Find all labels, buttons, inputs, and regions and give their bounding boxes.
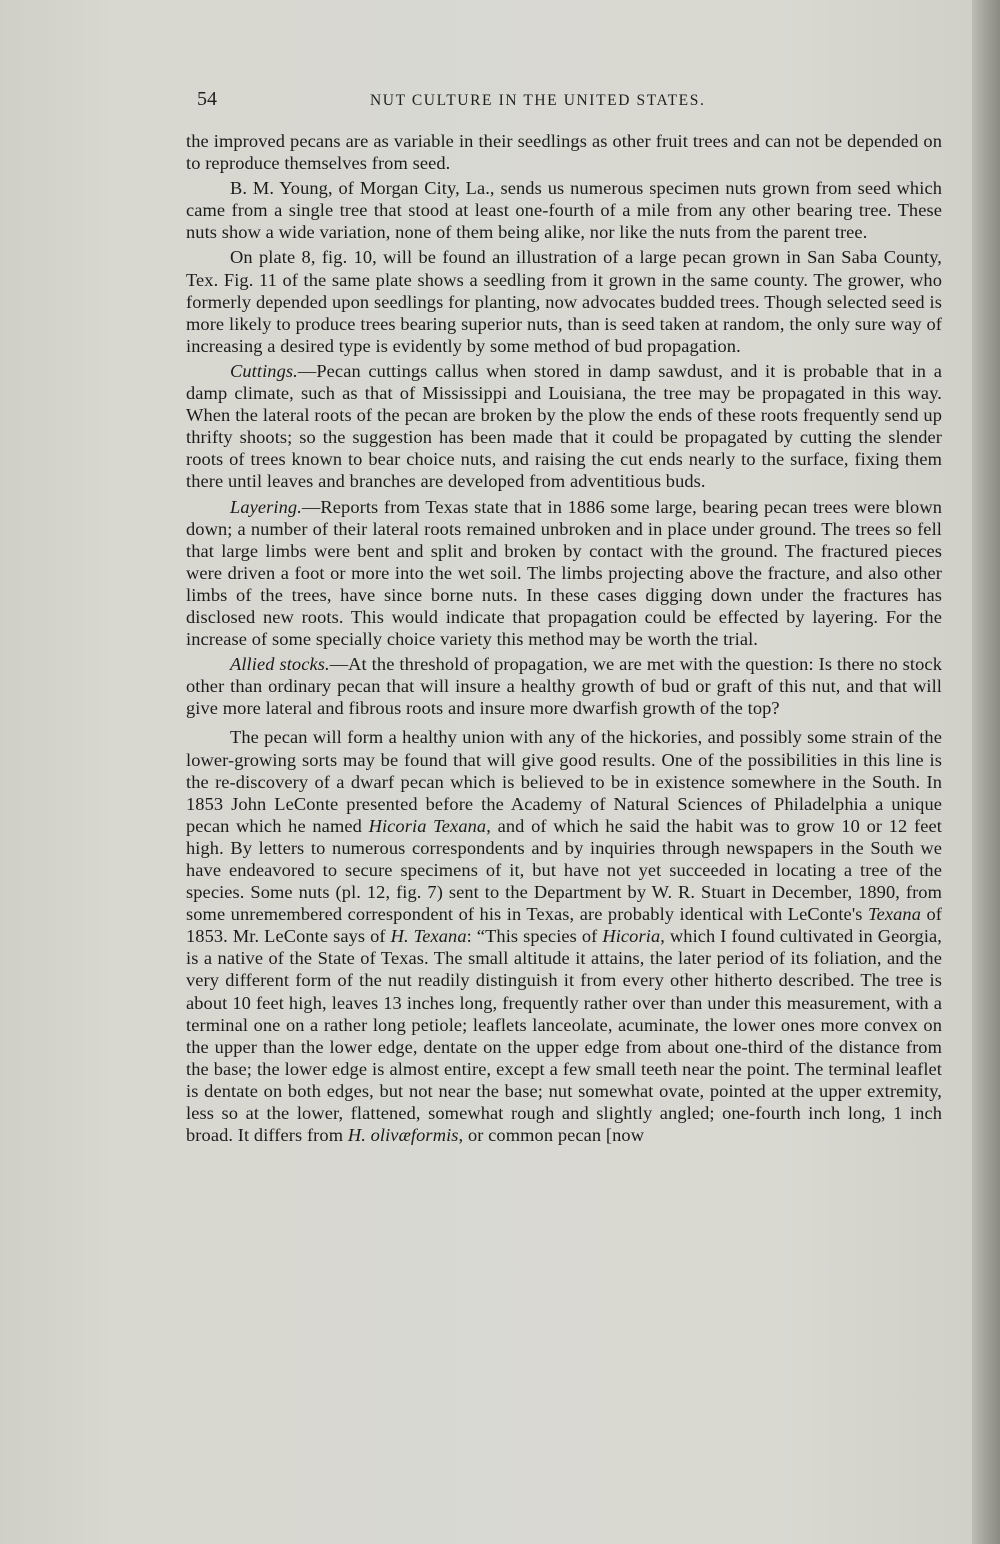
species-name: Texana <box>867 904 922 925</box>
species-name: Hicoria Texana <box>368 815 487 836</box>
page-number: 54 <box>197 88 217 110</box>
section-lead: Cuttings. <box>230 360 298 381</box>
running-head <box>197 88 942 116</box>
page-edge-shadow <box>972 0 1000 1544</box>
paragraph-text: B. M. Young, of Morgan City, La., sends us numerous specimen nuts grown from seed which came from a single tree that stood at least one-fourth of a mile from any other bearing tree. These nuts show a wide variation, none of them being alike, nor like the nuts from the parent tree. <box>186 178 942 243</box>
paragraph-text: , and of which he said the habit was to grow 10 or 12 feet high. By letters to numerous correspondents and by inquiries through newspapers in the South we have endeavored to secure specimens of it, but have not yet succeeded in locating a tree of the species. Some nuts (pl. 12, fig. 7) sent to the Department by W. R. Stuart in December, 1890, from some unremembered correspondent of his in Texas, are probably identical with LeConte's <box>186 815 942 925</box>
paragraph <box>186 177 942 243</box>
species-name: Hicoria <box>602 926 661 947</box>
paragraph <box>186 246 942 356</box>
body-text <box>186 130 942 1149</box>
paragraph-text: : “This species of <box>466 926 603 947</box>
paragraph-text: The pecan will form a healthy union with any of the hickories, and possibly some strain of the lower-growing sorts may be found that will give good results. One of the possibilities in this line is the re-discovery of a dwarf pecan which is believed to be in existence somewhere in the South. In 1853 John LeConte presented before the Academy of Natural Sciences of Philadelphia a unique pecan which he named <box>186 727 942 836</box>
paragraph-text: , which I found cultivated in Georgia, is a native of the State of Texas. The small altitude it attains, the later period of its foliation, and the very different form of the nut readily distinguish it from every other hitherto described. The tree is about 10 feet high, leaves 13 inches long, frequently rather over than under this measurement, with a terminal one on a rather long petiole; leaflets lanceolate, acuminate, the lower ones more convex on the upper than the lower edge, dentate on the upper edge from about one-third of the distance from the base; the lower edge is almost entire, except a few small teeth near the point. The terminal leaflet is dentate on both edges, but not near the base; nut somewhat ovate, pointed at the upper extremity, less so at the lower, flattened, somewhat rough and slightly angled; one-fourth inch long, 1 inch broad. It differs from <box>186 926 942 1146</box>
paragraph-text: , or common pecan [now <box>458 1125 645 1146</box>
section-lead: Allied stocks. <box>230 654 330 675</box>
paragraph-cuttings <box>186 360 942 493</box>
paragraph-text: the improved pecans are as variable in their seedlings as other fruit trees and can not be depended on to reproduce themselves from seed. <box>186 131 942 174</box>
paragraph <box>186 130 942 174</box>
paragraph-text: —Reports from Texas state that in 1886 some large, bearing pecan trees were blown down; a number of their lateral roots remained unbroken and in place under ground. The trees so fell that large limbs were bent and split and broken by contact with the ground. The fractured pieces were driven a foot or more into the wet soil. The limbs projecting above the fracture, and also other limbs of the trees, have since borne nuts. In these cases digging down under the fractures has disclosed new roots. This would indicate that propagation could be effected by layering. For the increase of some specially choice variety this method may be worth the trial. <box>186 496 942 650</box>
species-name: H. Texana <box>390 926 467 947</box>
species-name: H. olivæformis <box>347 1125 459 1146</box>
paragraph-text: of 1853. Mr. LeConte says of <box>186 904 942 947</box>
paragraph-text: —At the threshold of propagation, we are met with the question: Is there no stock other than ordinary pecan that will insure a healthy growth of bud or graft of this nut, and that will give more lateral and fibrous roots and insure more dwarfish growth of the top? <box>186 654 942 719</box>
paragraph-text: On plate 8, fig. 10, will be found an illustration of a large pecan grown in San Saba County, Tex. Fig. 11 of the same plate shows a seedling from it grown in the same county. The grower, who formerly depended upon seedlings for planting, now advocates budded trees. Though selected seed is more likely to produce trees bearing superior nuts, than is seed taken at random, the only sure way of increasing a desired type is evidently by some method of bud propagation. <box>186 247 942 356</box>
paragraph-allied-stocks <box>186 653 942 719</box>
paragraph-layering <box>186 496 942 651</box>
paragraph-text: —Pecan cuttings callus when stored in damp sawdust, and it is probable that in a damp climate, such as that of Mississippi and Louisiana, the tree may be propagated in this way. When the lateral roots of the pecan are broken by the plow the ends of these roots frequently send up thrifty shoots; so the suggestion has been made that it could be propagated by cutting the slender roots of trees known to bear choice nuts, and raising the cut ends nearly to the surface, fixing them there until leaves and branches are developed from adventitious buds. <box>186 360 942 492</box>
paragraph-dwarf-pecan <box>186 726 942 1146</box>
section-lead: Layering. <box>230 496 302 517</box>
running-title: NUT CULTURE IN THE UNITED STATES. <box>370 92 706 109</box>
